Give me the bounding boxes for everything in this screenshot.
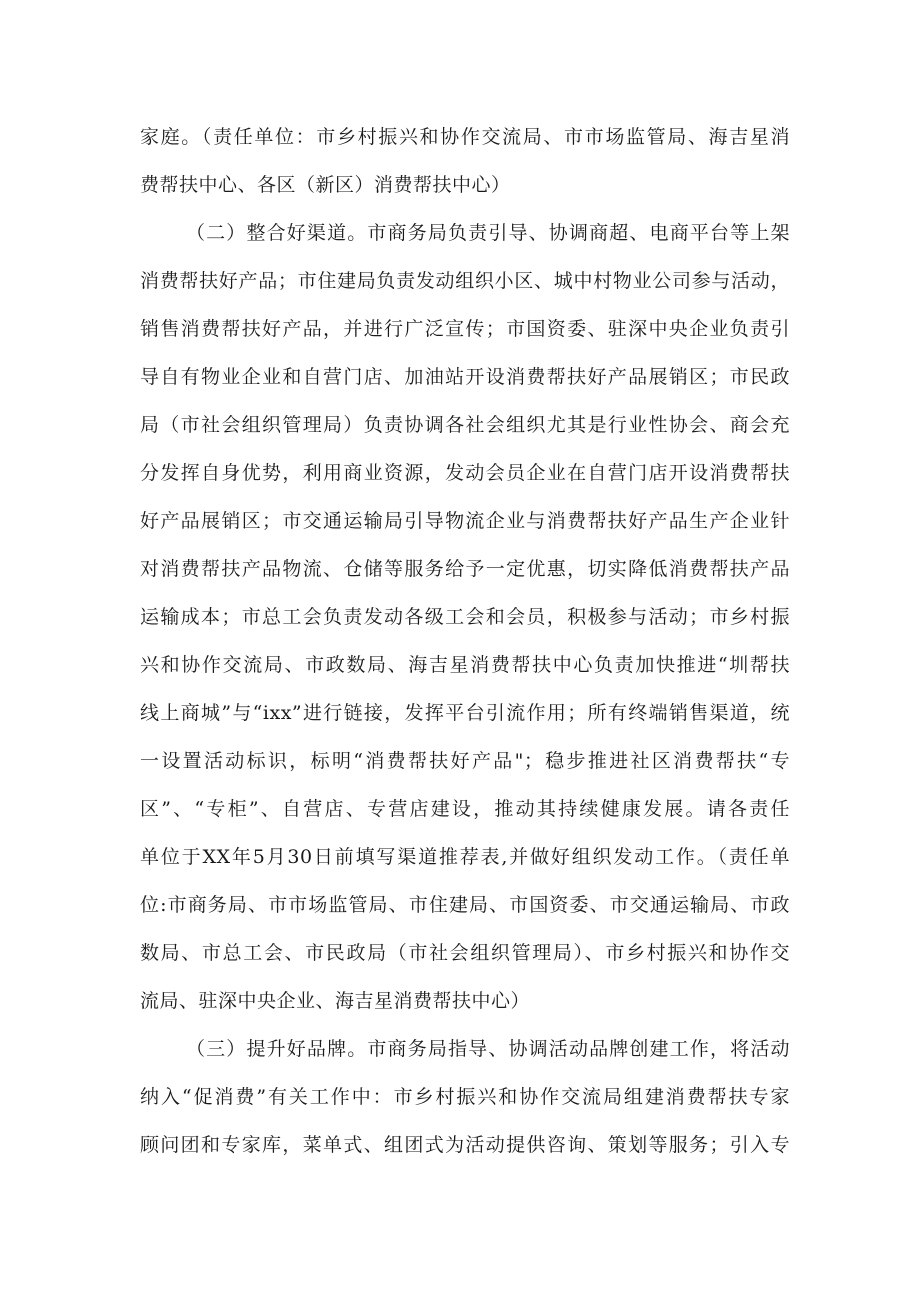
paragraph-line: 局（市社会组织管理局）负责协调各社会组织尤其是行业性协会、商会充 [140, 414, 790, 436]
paragraph-line: 运输成本；市总工会负责发动各级工会和会员，积极参与活动；市乡村振 [140, 606, 790, 628]
paragraph-line: 单位于XX年5月30日前填写渠道推荐表,并做好组织发动工作。（责任单 [140, 846, 790, 868]
paragraph-line: 分发挥自身优势，利用商业资源，发动会员企业在自营门店开设消费帮扶 [140, 462, 790, 484]
paragraph-line: 一设置活动标识，标明“消费帮扶好产品"；稳步推进社区消费帮扶“专 [140, 750, 790, 772]
paragraph-line: 线上商城”与“ixx”进行链接，发挥平台引流作用；所有终端销售渠道，统 [140, 702, 790, 724]
section-heading-line: （三）提升好品牌。市商务局指导、协调活动品牌创建工作，将活动 [186, 1038, 790, 1060]
paragraph-line: 位:市商务局、市市场监管局、市住建局、市国资委、市交通运输局、市政 [140, 894, 790, 916]
paragraph-line: 顾问团和专家库，菜单式、组团式为活动提供咨询、策划等服务；引入专 [140, 1134, 790, 1156]
paragraph-line: 销售消费帮扶好产品，并进行广泛宣传；市国资委、驻深中央企业负责引 [140, 318, 790, 340]
paragraph-line: 导自有物业企业和自营门店、加油站开设消费帮扶好产品展销区；市民政 [140, 366, 790, 388]
paragraph-line: 费帮扶中心、各区（新区）消费帮扶中心） [140, 174, 511, 196]
paragraph-line: 纳入“促消费”有关工作中：市乡村振兴和协作交流局组建消费帮扶专家 [140, 1086, 790, 1108]
paragraph-line: 流局、驻深中央企业、海吉星消费帮扶中心） [140, 990, 531, 1012]
section-heading-line: （二）整合好渠道。市商务局负责引导、协调商超、电商平台等上架 [186, 222, 790, 244]
paragraph-line: 数局、市总工会、市民政局（市社会组织管理局）、市乡村振兴和协作交 [140, 942, 790, 964]
paragraph-line: 兴和协作交流局、市政数局、海吉星消费帮扶中心负责加快推进“圳帮扶 [140, 654, 790, 676]
paragraph-line: 区”、“专柜”、自营店、专营店建设，推动其持续健康发展。请各责任 [140, 798, 790, 820]
paragraph-line: 消费帮扶好产品；市住建局负责发动组织小区、城中村物业公司参与活动， [140, 270, 790, 292]
paragraph-line: 好产品展销区；市交通运输局引导物流企业与消费帮扶好产品生产企业针 [140, 510, 790, 532]
paragraph-line: 家庭。（责任单位：市乡村振兴和协作交流局、市市场监管局、海吉星消 [140, 126, 790, 148]
paragraph-line: 对消费帮扶产品物流、仓储等服务给予一定优惠，切实降低消费帮扶产品 [140, 558, 790, 580]
